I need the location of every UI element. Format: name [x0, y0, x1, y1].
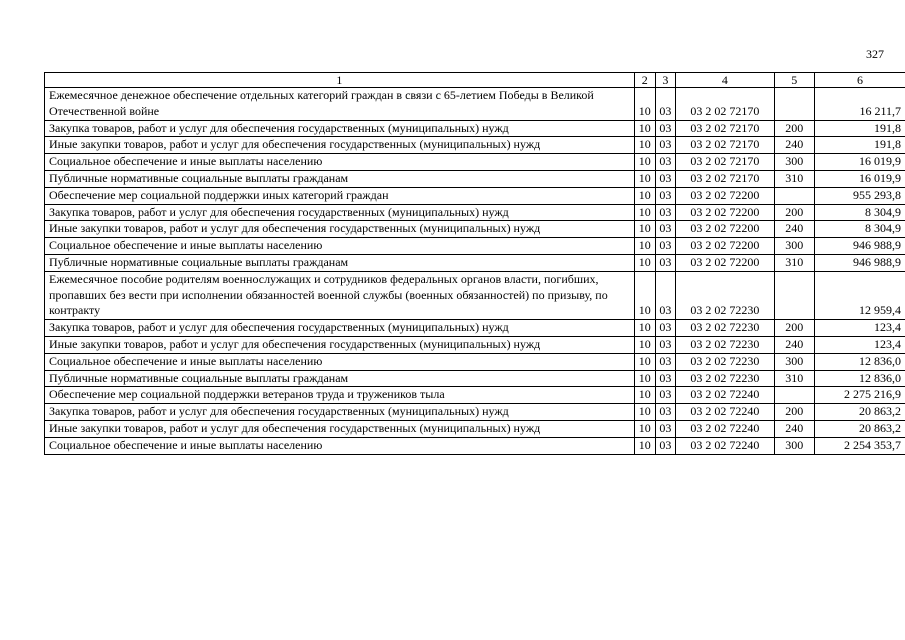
- cell-subsection: 03: [655, 221, 676, 238]
- cell-subsection: 03: [655, 387, 676, 404]
- cell-amount: 123,4: [814, 336, 905, 353]
- cell-target-article: 03 2 02 72170: [676, 88, 774, 121]
- cell-amount: 946 988,9: [814, 238, 905, 255]
- cell-target-article: 03 2 02 72170: [676, 154, 774, 171]
- cell-name: Закупка товаров, работ и услуг для обеспечения государственных (муниципальных) нужд: [45, 204, 635, 221]
- cell-subsection: 03: [655, 254, 676, 271]
- cell-section: 10: [634, 420, 655, 437]
- cell-name: Социальное обеспечение и иные выплаты населению: [45, 154, 635, 171]
- cell-amount: 2 254 353,7: [814, 437, 905, 454]
- cell-subsection: 03: [655, 120, 676, 137]
- cell-target-article: 03 2 02 72200: [676, 238, 774, 255]
- header-col-6: 6: [814, 73, 905, 88]
- cell-name: Социальное обеспечение и иные выплаты населению: [45, 437, 635, 454]
- cell-amount: 20 863,2: [814, 420, 905, 437]
- cell-amount: 2 275 216,9: [814, 387, 905, 404]
- table-row: [45, 420, 905, 437]
- table-row: [45, 387, 905, 404]
- cell-expense-type: 310: [774, 254, 814, 271]
- header-col-5: 5: [774, 73, 814, 88]
- cell-expense-type: 300: [774, 437, 814, 454]
- cell-subsection: 03: [655, 353, 676, 370]
- cell-name: Публичные нормативные социальные выплаты гражданам: [45, 254, 635, 271]
- cell-amount: 946 988,9: [814, 254, 905, 271]
- cell-target-article: 03 2 02 72200: [676, 204, 774, 221]
- table-row: [45, 271, 905, 319]
- cell-amount: 123,4: [814, 320, 905, 337]
- cell-amount: 16 019,9: [814, 170, 905, 187]
- cell-subsection: 03: [655, 154, 676, 171]
- table-row: [45, 437, 905, 454]
- cell-expense-type: [774, 271, 814, 319]
- cell-section: 10: [634, 370, 655, 387]
- table-row: [45, 88, 905, 121]
- cell-name: Иные закупки товаров, работ и услуг для обеспечения государственных (муниципальных) нужд: [45, 137, 635, 154]
- cell-subsection: 03: [655, 137, 676, 154]
- cell-amount: 955 293,8: [814, 187, 905, 204]
- cell-section: 10: [634, 137, 655, 154]
- cell-subsection: 03: [655, 336, 676, 353]
- table-row: [45, 336, 905, 353]
- page-number: 327: [866, 47, 884, 61]
- cell-expense-type: 240: [774, 221, 814, 238]
- table-row: [45, 254, 905, 271]
- cell-subsection: 03: [655, 437, 676, 454]
- cell-section: 10: [634, 170, 655, 187]
- cell-target-article: 03 2 02 72170: [676, 137, 774, 154]
- cell-subsection: 03: [655, 238, 676, 255]
- cell-expense-type: [774, 187, 814, 204]
- cell-section: 10: [634, 221, 655, 238]
- cell-target-article: 03 2 02 72200: [676, 254, 774, 271]
- cell-name: Социальное обеспечение и иные выплаты населению: [45, 238, 635, 255]
- cell-expense-type: [774, 387, 814, 404]
- cell-name: Ежемесячное денежное обеспечение отдельных категорий граждан в связи с 65-летием Победы в Великой Отечественной войне: [45, 88, 635, 121]
- table-row: [45, 204, 905, 221]
- cell-subsection: 03: [655, 320, 676, 337]
- table-row: [45, 170, 905, 187]
- budget-table: [44, 72, 905, 455]
- table-row: [45, 320, 905, 337]
- cell-amount: 8 304,9: [814, 204, 905, 221]
- cell-name: Закупка товаров, работ и услуг для обеспечения государственных (муниципальных) нужд: [45, 320, 635, 337]
- cell-target-article: 03 2 02 72240: [676, 387, 774, 404]
- cell-section: 10: [634, 336, 655, 353]
- cell-amount: 191,8: [814, 120, 905, 137]
- cell-section: 10: [634, 437, 655, 454]
- table-header: [45, 73, 905, 88]
- cell-name: Иные закупки товаров, работ и услуг для обеспечения государственных (муниципальных) нужд: [45, 420, 635, 437]
- cell-target-article: 03 2 02 72230: [676, 370, 774, 387]
- cell-subsection: 03: [655, 170, 676, 187]
- cell-name: Иные закупки товаров, работ и услуг для обеспечения государственных (муниципальных) нужд: [45, 336, 635, 353]
- header-col-4: 4: [676, 73, 774, 88]
- table-row: [45, 154, 905, 171]
- cell-name: Публичные нормативные социальные выплаты гражданам: [45, 170, 635, 187]
- table-row: [45, 120, 905, 137]
- cell-target-article: 03 2 02 72230: [676, 320, 774, 337]
- cell-subsection: 03: [655, 187, 676, 204]
- cell-amount: 12 836,0: [814, 353, 905, 370]
- cell-name: Публичные нормативные социальные выплаты гражданам: [45, 370, 635, 387]
- cell-expense-type: 240: [774, 137, 814, 154]
- cell-amount: 191,8: [814, 137, 905, 154]
- cell-section: 10: [634, 238, 655, 255]
- table-row: [45, 353, 905, 370]
- cell-expense-type: 300: [774, 238, 814, 255]
- cell-expense-type: 200: [774, 120, 814, 137]
- cell-target-article: 03 2 02 72240: [676, 420, 774, 437]
- table-row: [45, 187, 905, 204]
- cell-target-article: 03 2 02 72170: [676, 170, 774, 187]
- cell-section: 10: [634, 404, 655, 421]
- cell-section: 10: [634, 88, 655, 121]
- cell-subsection: 03: [655, 204, 676, 221]
- table-row: [45, 404, 905, 421]
- header-col-3: 3: [655, 73, 676, 88]
- cell-name: Иные закупки товаров, работ и услуг для обеспечения государственных (муниципальных) нужд: [45, 221, 635, 238]
- cell-target-article: 03 2 02 72230: [676, 353, 774, 370]
- cell-amount: 12 959,4: [814, 271, 905, 319]
- table-body: [45, 88, 905, 455]
- cell-amount: 16 211,7: [814, 88, 905, 121]
- cell-expense-type: 310: [774, 370, 814, 387]
- cell-target-article: 03 2 02 72170: [676, 120, 774, 137]
- cell-target-article: 03 2 02 72230: [676, 271, 774, 319]
- table-row: [45, 137, 905, 154]
- table-row: [45, 221, 905, 238]
- cell-amount: 20 863,2: [814, 404, 905, 421]
- table-row: [45, 370, 905, 387]
- header-col-1: 1: [45, 73, 635, 88]
- cell-expense-type: 310: [774, 170, 814, 187]
- cell-amount: 8 304,9: [814, 221, 905, 238]
- cell-section: 10: [634, 120, 655, 137]
- cell-amount: 16 019,9: [814, 154, 905, 171]
- cell-target-article: 03 2 02 72200: [676, 221, 774, 238]
- cell-subsection: 03: [655, 370, 676, 387]
- cell-name: Обеспечение мер социальной поддержки ветеранов труда и тружеников тыла: [45, 387, 635, 404]
- cell-target-article: 03 2 02 72200: [676, 187, 774, 204]
- cell-expense-type: 240: [774, 336, 814, 353]
- cell-name: Социальное обеспечение и иные выплаты населению: [45, 353, 635, 370]
- cell-section: 10: [634, 271, 655, 319]
- cell-expense-type: 200: [774, 404, 814, 421]
- cell-subsection: 03: [655, 420, 676, 437]
- cell-section: 10: [634, 187, 655, 204]
- table-row: [45, 238, 905, 255]
- cell-expense-type: 300: [774, 154, 814, 171]
- cell-expense-type: 300: [774, 353, 814, 370]
- cell-subsection: 03: [655, 88, 676, 121]
- cell-section: 10: [634, 320, 655, 337]
- cell-name: Закупка товаров, работ и услуг для обеспечения государственных (муниципальных) нужд: [45, 120, 635, 137]
- cell-target-article: 03 2 02 72240: [676, 404, 774, 421]
- header-col-2: 2: [634, 73, 655, 88]
- cell-expense-type: 240: [774, 420, 814, 437]
- cell-name: Закупка товаров, работ и услуг для обеспечения государственных (муниципальных) нужд: [45, 404, 635, 421]
- cell-section: 10: [634, 154, 655, 171]
- header-row: [45, 73, 905, 88]
- cell-name: Обеспечение мер социальной поддержки иных категорий граждан: [45, 187, 635, 204]
- cell-expense-type: 200: [774, 204, 814, 221]
- cell-section: 10: [634, 204, 655, 221]
- cell-expense-type: [774, 88, 814, 121]
- cell-amount: 12 836,0: [814, 370, 905, 387]
- cell-target-article: 03 2 02 72240: [676, 437, 774, 454]
- cell-section: 10: [634, 387, 655, 404]
- cell-section: 10: [634, 353, 655, 370]
- cell-subsection: 03: [655, 404, 676, 421]
- cell-subsection: 03: [655, 271, 676, 319]
- cell-name: Ежемесячное пособие родителям военнослужащих и сотрудников федеральных органов власти, погибших, пропавших без вести при исполнении обязанностей военной службы (военных обязанностей) по призыву, по контракту: [45, 271, 635, 319]
- cell-expense-type: 200: [774, 320, 814, 337]
- cell-section: 10: [634, 254, 655, 271]
- cell-target-article: 03 2 02 72230: [676, 336, 774, 353]
